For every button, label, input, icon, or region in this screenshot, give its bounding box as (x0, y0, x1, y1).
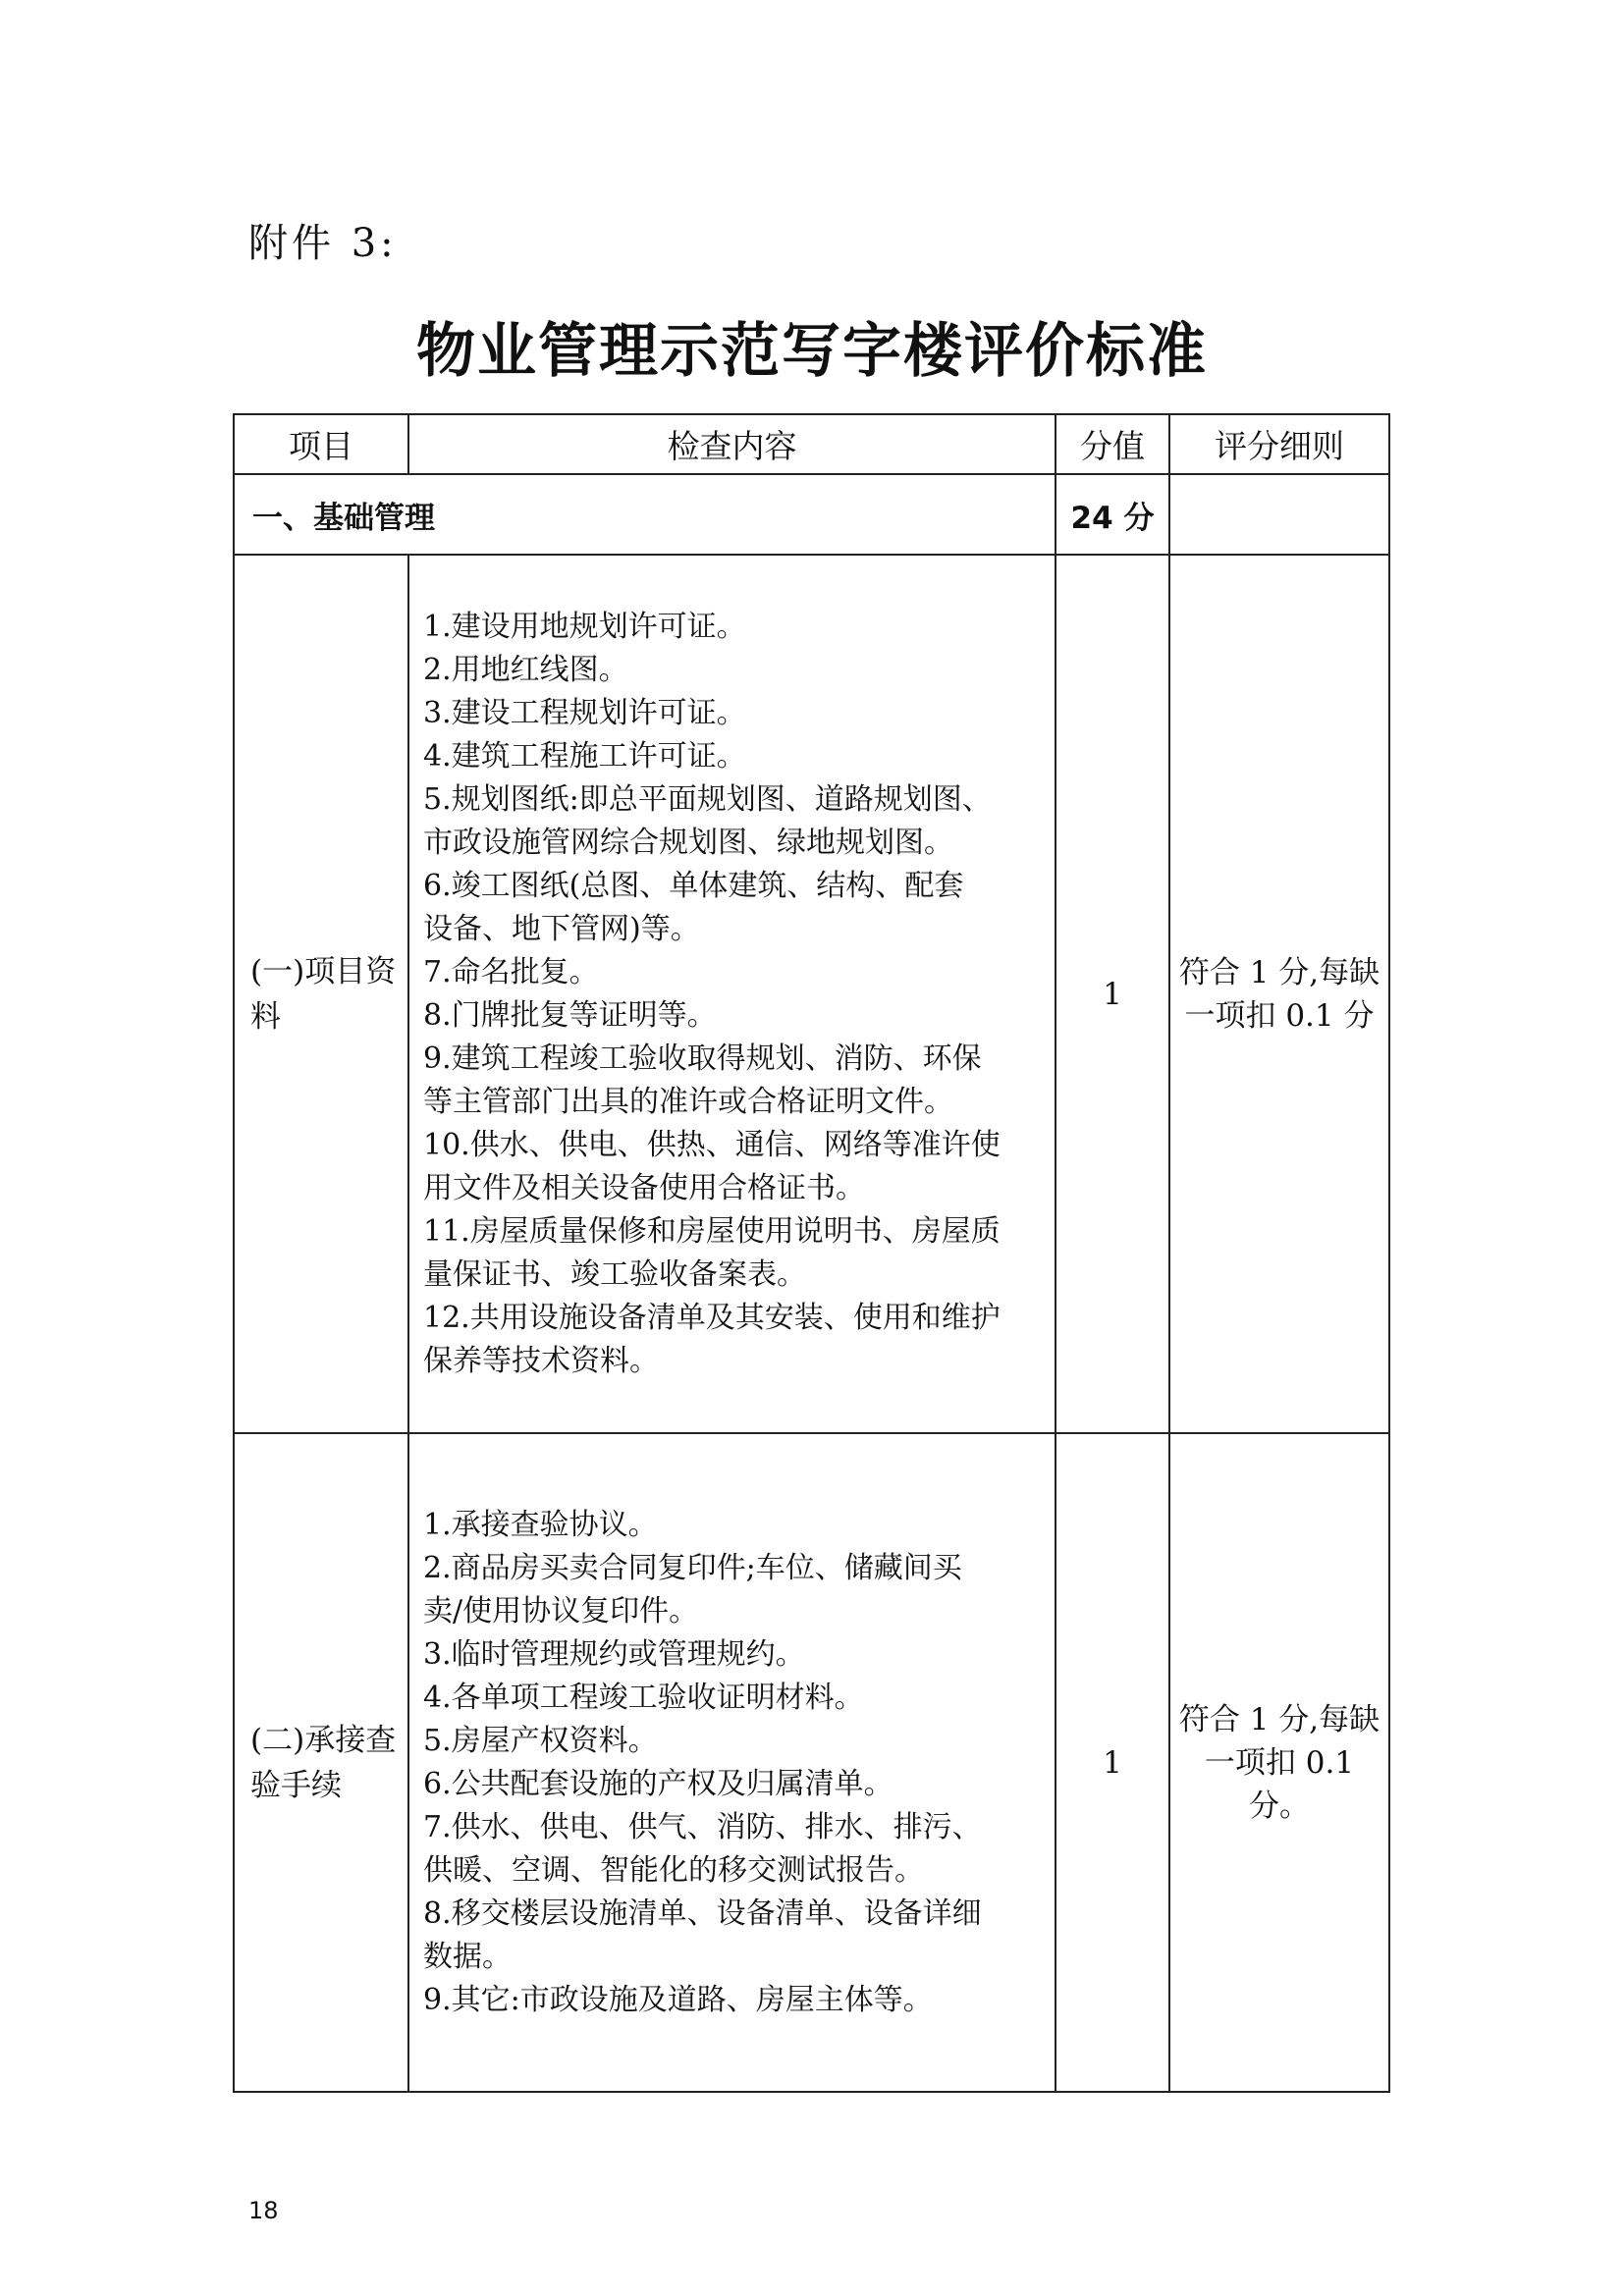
content-line: 4.各单项工程竣工验收证明材料。 (423, 1680, 864, 1715)
content-line: 数据。 (423, 1939, 512, 1974)
header-content: 检查内容 (408, 414, 1056, 474)
content-line: 市政设施管网综合规划图、绿地规划图。 (423, 825, 953, 860)
content-line: 9.其它:市政设施及道路、房屋主体等。 (423, 1982, 933, 2017)
section-row (234, 474, 1389, 555)
content-line: 11.房屋质量保修和房屋使用说明书、房屋质 (423, 1213, 1001, 1249)
page-number: 18 (248, 2197, 279, 2224)
evaluation-table (233, 413, 1390, 2093)
content-line: 12.共用设施设备清单及其安装、使用和维护 (423, 1300, 1001, 1335)
content-line: 7.供水、供电、供气、消防、排水、排污、 (423, 1809, 982, 1844)
content-line: 5.规划图纸:即总平面规划图、道路规划图、 (423, 781, 992, 817)
score-cell: 1 (1056, 555, 1169, 1433)
rule-cell: 符合 1 分,每缺一项扣 0.1 分 (1169, 555, 1389, 1433)
content-line: 5.房屋产权资料。 (423, 1723, 658, 1758)
header-rule: 评分细则 (1169, 414, 1389, 474)
section-name: 一、基础管理 (234, 474, 1056, 555)
score-cell: 1 (1056, 1433, 1169, 2092)
section-score: 24 分 (1056, 474, 1169, 555)
content-line: 量保证书、竣工验收备案表。 (423, 1256, 806, 1292)
content-line: 6.公共配套设施的产权及归属清单。 (423, 1766, 893, 1801)
header-item: 项目 (234, 414, 408, 474)
item-cell: (一)项目资料 (234, 555, 408, 1433)
content-line: 供暖、空调、智能化的移交测试报告。 (423, 1852, 924, 1888)
content-line: 1.建设用地规划许可证。 (423, 609, 746, 644)
content-line: 3.临时管理规约或管理规约。 (423, 1636, 805, 1672)
content-line: 卖/使用协议复印件。 (423, 1593, 699, 1629)
item-cell: (二)承接查验手续 (234, 1433, 408, 2092)
content-line: 4.建筑工程施工许可证。 (423, 738, 746, 774)
content-line: 8.门牌批复等证明等。 (423, 997, 717, 1033)
table-row (234, 555, 1389, 1433)
content-line: 8.移交楼层设施清单、设备清单、设备详细 (423, 1896, 982, 1931)
content-line: 7.命名批复。 (423, 954, 599, 989)
content-line: 保养等技术资料。 (423, 1343, 659, 1378)
content-cell (408, 555, 1056, 1433)
content-line: 1.承接查验协议。 (423, 1507, 658, 1542)
rule-cell: 符合 1 分,每缺一项扣 0.1 分。 (1169, 1433, 1389, 2092)
content-line: 等主管部门出具的准许或合格证明文件。 (423, 1084, 953, 1119)
section-rule-empty (1169, 474, 1389, 555)
content-line: 10.供水、供电、供热、通信、网络等准许使 (423, 1127, 1001, 1162)
document-title: 物业管理示范写字楼评价标准 (416, 317, 1208, 386)
content-line: 用文件及相关设备使用合格证书。 (423, 1170, 865, 1205)
attachment-label: 附件 3: (248, 221, 398, 266)
header-score: 分值 (1056, 414, 1169, 474)
table-header-row (234, 414, 1389, 474)
content-line: 9.建筑工程竣工验收取得规划、消防、环保 (423, 1041, 982, 1076)
content-line: 2.商品房买卖合同复印件;车位、储藏间买 (423, 1550, 962, 1585)
content-line: 设备、地下管网)等。 (423, 911, 700, 946)
content-cell (408, 1433, 1056, 2092)
content-line: 6.竣工图纸(总图、单体建筑、结构、配套 (423, 868, 964, 903)
table-row (234, 1433, 1389, 2092)
content-line: 3.建设工程规划许可证。 (423, 695, 746, 730)
content-line: 2.用地红线图。 (423, 652, 628, 687)
